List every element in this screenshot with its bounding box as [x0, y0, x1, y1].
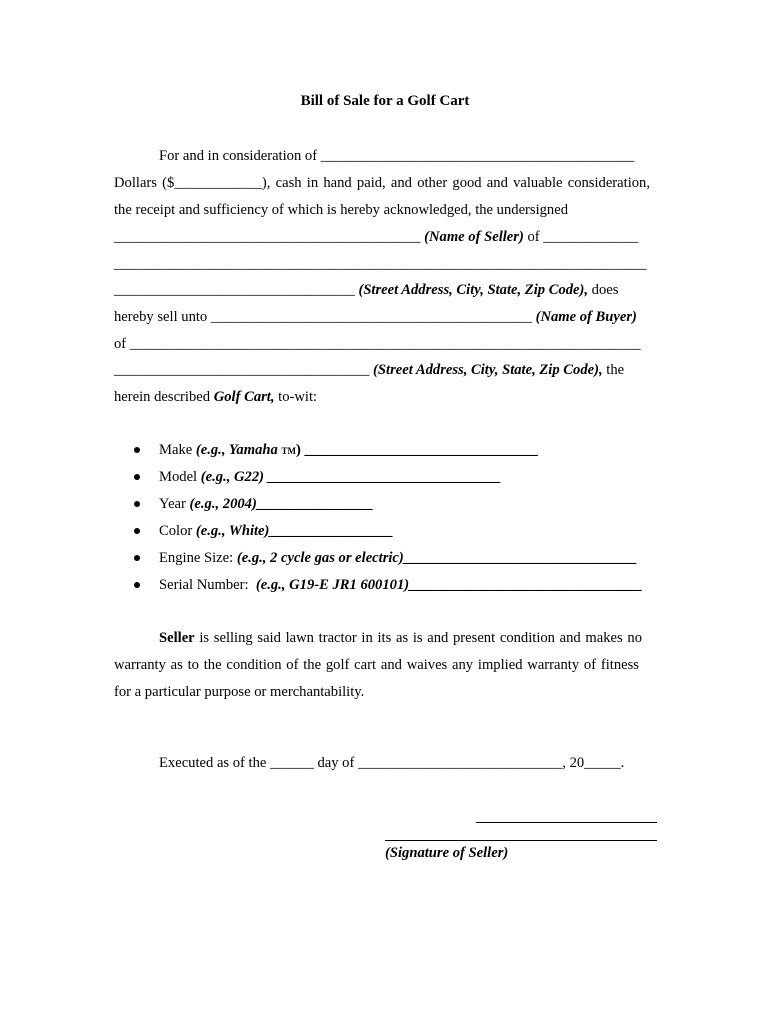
document-title: Bill of Sale for a Golf Cart — [300, 93, 470, 109]
described-text: herein described — [114, 389, 214, 405]
signature-label: (Signature of Seller) — [385, 845, 509, 861]
model-item — [159, 468, 501, 486]
seller-name-label: (Name of Seller) — [424, 229, 524, 245]
warranty-line: warranty as to the condition of the golf cart and waives any implied warranty of fitness — [114, 657, 639, 673]
bullet-icon — [134, 474, 140, 480]
buyer-name-line — [114, 308, 637, 326]
consideration-line: For and in consideration of ___________________________________________ — [159, 148, 635, 164]
year-item — [159, 495, 374, 513]
serial-label: Serial Number: — [159, 577, 256, 593]
signature-rule — [385, 840, 657, 841]
dollars-line: Dollars ($____________), cash in hand paid, and other good and valuable consideration, — [114, 175, 650, 191]
serial-example: (e.g., G19-E JR1 600101)________________________________ — [255, 577, 643, 593]
merchantability-line: for a particular purpose or merchantability. — [114, 684, 365, 700]
seller-address-blank-2: _________________________________ — [114, 282, 359, 298]
does-text: does — [588, 282, 619, 298]
color-item — [159, 522, 393, 540]
engine-example: (e.g., 2 cycle gas or electric)________________________________ — [236, 550, 638, 566]
bullet-icon — [134, 555, 140, 561]
engine-item — [159, 549, 637, 567]
buyer-of-line: of ______________________________________________________________________ — [114, 336, 641, 352]
receipt-line: the receipt and sufficiency of which is hereby acknowledged, the undersigned — [114, 202, 569, 218]
make-blank: ) ________________________________ — [295, 442, 538, 458]
buyer-name-label: (Name of Buyer) — [535, 309, 637, 325]
bullet-icon — [134, 501, 140, 507]
condition-text: is selling said lawn tractor in its as is and present condition and makes no — [194, 630, 642, 646]
seller-address-line — [114, 281, 618, 299]
golf-cart-label: Golf Cart, — [213, 389, 275, 405]
make-example: (e.g., Yamaha — [195, 442, 282, 458]
serial-item — [159, 576, 643, 594]
executed-line: Executed as of the ______ day of ____________________________, 20_____. — [159, 755, 625, 771]
buyer-address-label: (Street Address, City, State, Zip Code), — [373, 362, 603, 378]
the-text: the — [602, 362, 625, 378]
buyer-name-blank: hereby sell unto ____________________________________________ — [114, 309, 536, 325]
year-example: (e.g., 2004)________________ — [189, 496, 374, 512]
buyer-address-blank: ___________________________________ — [114, 362, 374, 378]
buyer-address-line — [114, 361, 624, 379]
trademark-mark: TM — [281, 446, 296, 456]
make-label: Make — [159, 442, 196, 458]
seller-condition-line — [159, 629, 642, 647]
seller-address-blank: _________________________________________________________________________ — [114, 256, 647, 272]
year-label: Year — [159, 496, 190, 512]
described-line — [114, 388, 317, 406]
color-example: (e.g., White)_________________ — [195, 523, 394, 539]
seller-name-blank: __________________________________________ — [114, 229, 425, 245]
make-item — [159, 441, 538, 460]
seller-name-line — [114, 228, 638, 246]
seller-address-label: (Street Address, City, State, Zip Code), — [358, 282, 589, 298]
color-label: Color — [159, 523, 196, 539]
signature-rule-short — [476, 822, 657, 823]
model-example: (e.g., G22) ________________________________ — [200, 469, 502, 485]
engine-label: Engine Size: — [159, 550, 237, 566]
seller-of-blank: of _____________ — [523, 229, 639, 245]
bullet-icon — [134, 528, 140, 534]
bullet-icon — [134, 582, 140, 588]
to-wit-text: to-wit: — [274, 389, 318, 405]
bullet-icon — [134, 447, 140, 453]
model-label: Model — [159, 469, 201, 485]
seller-label: Seller — [159, 630, 195, 646]
